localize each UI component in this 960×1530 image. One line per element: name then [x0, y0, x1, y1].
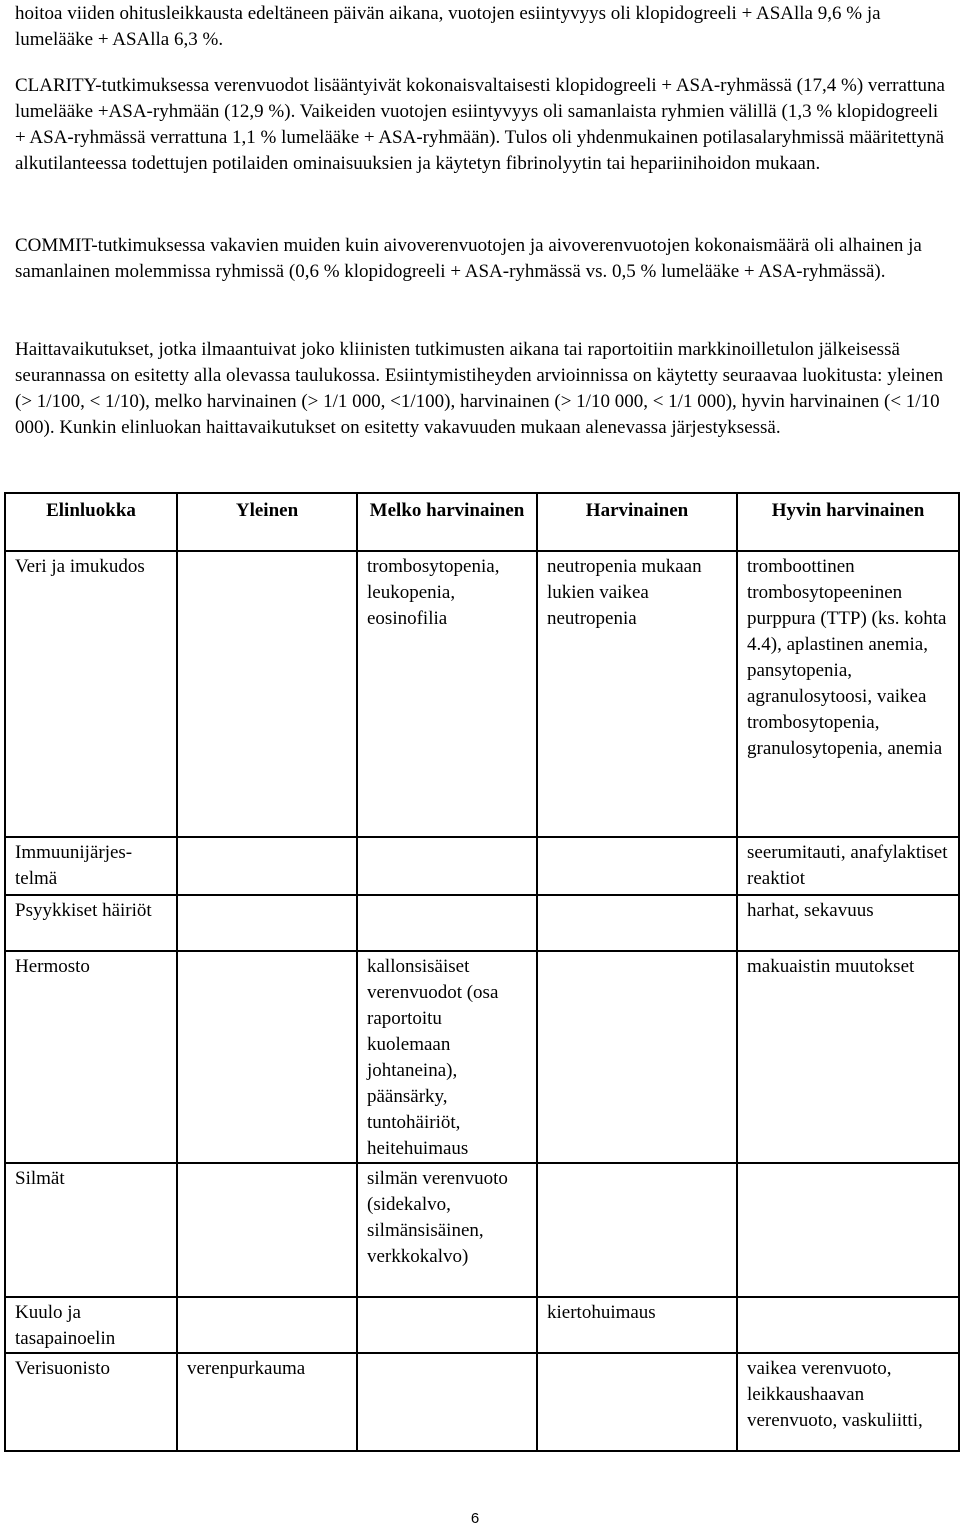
cell-very-rare: seerumitauti, anafylaktiset reaktiot — [737, 837, 959, 895]
cell-common — [177, 951, 357, 1163]
header-organ-class: Elinluokka — [5, 493, 177, 551]
paragraph-commit: COMMIT-tutkimuksessa vakavien muiden kuin aivoverenvuotojen ja aivoverenvuotojen kokonaismäärä oli alhainen ja samanlainen molemmissa ryhmissä (0,6 % klopidogreeli + ASA-ryhmässä vs. 0,5 % lumelääke + ASA-ryhmässä). — [15, 235, 922, 282]
cell-common — [177, 837, 357, 895]
cell-uncommon: kallonsisäiset verenvuodot (osa raportoitu kuolemaan johtaneina), päänsärky, tuntohäiriöt, heitehuimaus — [357, 951, 537, 1163]
cell-rare — [537, 895, 737, 951]
paragraph-bleeding-cabg: hoitoa viiden ohitusleikkausta edeltäneen päivän aikana, vuotojen esiintyvyys oli klopidogreeli + ASAlla 9,6 % ja lumelääke + ASAlla 6,3 %. — [15, 3, 881, 50]
cell-rare — [537, 837, 737, 895]
cell-very-rare — [737, 1163, 959, 1297]
cell-uncommon — [357, 1297, 537, 1353]
table-row — [5, 1163, 959, 1297]
cell-common — [177, 895, 357, 951]
cell-very-rare: vaikea verenvuoto, leikkaushaavan verenvuoto, vaskuliitti, — [737, 1353, 959, 1451]
header-very-rare: Hyvin harvinainen — [737, 493, 959, 551]
cell-organ: Silmät — [5, 1163, 177, 1297]
table-row — [5, 837, 959, 895]
cell-very-rare — [737, 1297, 959, 1353]
cell-rare: neutropenia mukaan lukien vaikea neutropenia — [537, 551, 737, 837]
cell-organ: Immuunijärjes- telmä — [5, 837, 177, 895]
cell-common — [177, 1297, 357, 1353]
cell-rare: kiertohuimaus — [537, 1297, 737, 1353]
cell-rare — [537, 951, 737, 1163]
cell-uncommon — [357, 895, 537, 951]
cell-very-rare: makuaistin muutokset — [737, 951, 959, 1163]
cell-rare — [537, 1163, 737, 1297]
table-header-row — [5, 493, 959, 551]
header-common: Yleinen — [177, 493, 357, 551]
page-number: 6 — [470, 1510, 480, 1527]
cell-uncommon: silmän verenvuoto (sidekalvo, silmänsisäinen, verkkokalvo) — [357, 1163, 537, 1297]
table-row — [5, 895, 959, 951]
cell-common: verenpurkauma — [177, 1353, 357, 1451]
paragraph-clarity: CLARITY-tutkimuksessa verenvuodot lisääntyivät kokonaisvaltaisesti klopidogreeli + ASA-ryhmässä (17,4 %) verrattuna lumelääke +ASA-ryhmään (12,9 %). Vaikeiden vuotojen esiintyvyys oli samanlaista ryhmien välillä (1,3 % klopidogreeli + ASA-ryhmässä verrattuna 1,1 % lumelääke + ASA-ryhmään). Tulos oli yhdenmukainen potilasalaryhmissä määritettynä alkutilanteessa todettujen potilaiden ominaisuuksien ja käytetyn fibrinolyytin tai hepariinihoidon mukaan. — [15, 75, 945, 174]
cell-uncommon — [357, 837, 537, 895]
cell-common — [177, 1163, 357, 1297]
cell-common — [177, 551, 357, 837]
table-row — [5, 1353, 959, 1451]
adverse-effects-table — [4, 492, 960, 1452]
cell-organ: Kuulo ja tasapainoelin — [5, 1297, 177, 1353]
cell-uncommon: trombosytopenia, leukopenia, eosinofilia — [357, 551, 537, 837]
cell-organ: Verisuonisto — [5, 1353, 177, 1451]
table-row — [5, 951, 959, 1163]
table-row — [5, 1297, 959, 1353]
header-rare: Harvinainen — [537, 493, 737, 551]
header-uncommon: Melko harvinainen — [357, 493, 537, 551]
cell-organ: Hermosto — [5, 951, 177, 1163]
cell-very-rare: tromboottinen trombosytopeeninen purppura (TTP) (ks. kohta 4.4), aplastinen anemia, pansytopenia, agranulosytoosi, vaikea trombosytopenia, granulosytopenia, anemia — [737, 551, 959, 837]
cell-organ: Veri ja imukudos — [5, 551, 177, 837]
cell-very-rare: harhat, sekavuus — [737, 895, 959, 951]
paragraph-adverse-effects-intro: Haittavaikutukset, jotka ilmaantuivat joko kliinisten tutkimusten aikana tai raportoitiin markkinoilletulon jälkeisessä seurannassa on esitetty alla olevassa taulukossa. Esiintymistiheyden arvioinnissa on käytetty seuraavaa luokitusta: yleinen (> 1/100, < 1/10), melko harvinainen (> 1/1 000, <1/100), harvinainen (> 1/10 000, < 1/1 000), hyvin harvinainen (< 1/10 000). Kunkin elinluokan haittavaikutukset on esitetty vakavuuden mukaan alenevassa järjestyksessä. — [15, 339, 944, 438]
cell-organ: Psyykkiset häiriöt — [5, 895, 177, 951]
cell-uncommon — [357, 1353, 537, 1451]
cell-rare — [537, 1353, 737, 1451]
table-row — [5, 551, 959, 837]
